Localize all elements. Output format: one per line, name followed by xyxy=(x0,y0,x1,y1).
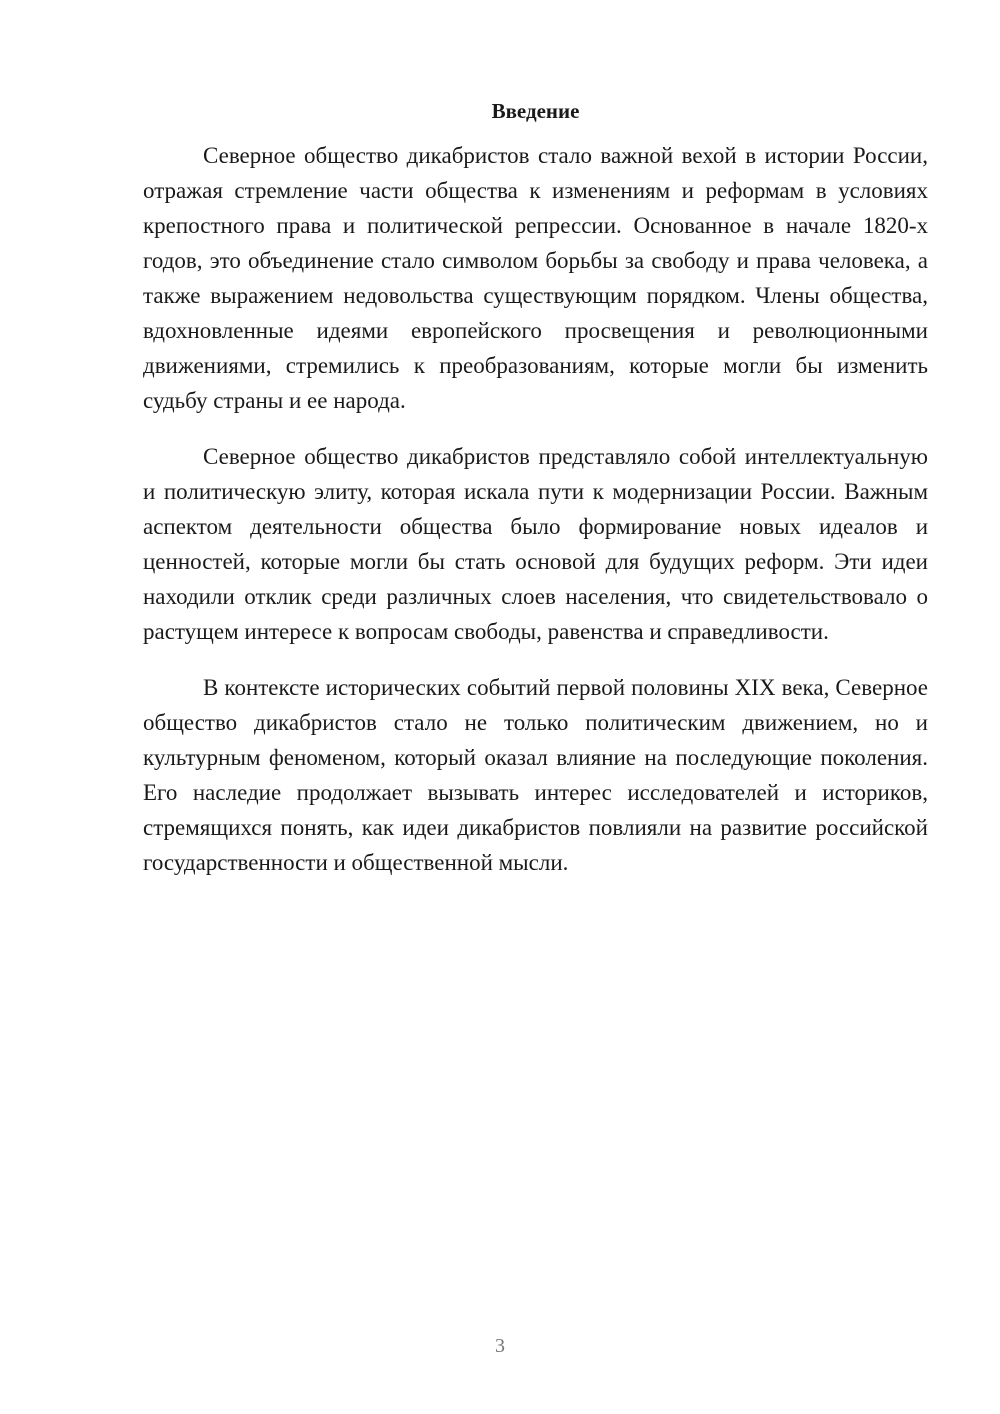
body-paragraph-3: В контексте исторических событий первой половины XIX века, Северное общество дикабристов стало не только политическим движением, но и культурным феноменом, который оказал влияние на последующие поколения. Его наследие продолжает вызывать интерес исследователей и историков, стремящихся понять, как идеи дикабристов повлияли на развитие российской государственности и общественной мысли. xyxy=(143,675,928,875)
section-heading: Введение xyxy=(491,99,580,123)
body-paragraph-2: Северное общество дикабристов представляло собой интеллектуальную и политическую элиту, которая искала пути к модернизации России. Важным аспектом деятельности общества было формирование новых идеалов и ценностей, которые могли бы стать основой для будущих реформ. Эти идеи находили отклик среди различных слоев населения, что свидетельствовало о растущем интересе к вопросам свободы, равенства и справедливости. xyxy=(143,444,928,644)
page-content xyxy=(143,96,928,880)
page-number: 3 xyxy=(495,1335,505,1357)
body-paragraph-1: Северное общество дикабристов стало важной вехой в истории России, отражая стремление части общества к изменениям и реформам в условиях крепостного права и политической репрессии. Основанное в начале 1820-х годов, это объединение стало символом борьбы за свободу и права человека, а также выражением недовольства существующим порядком. Члены общества, вдохновленные идеями европейского просвещения и революционными движениями, стремились к преобразованиям, которые могли бы изменить судьбу страны и ее народа. xyxy=(143,143,928,413)
